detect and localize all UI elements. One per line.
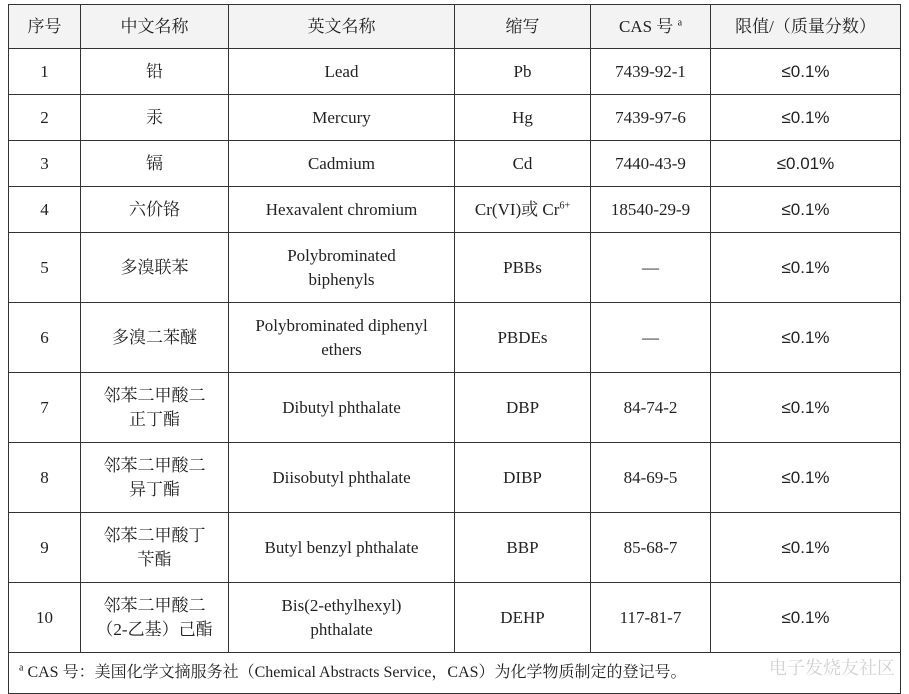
cell-limit: ≤0.1%	[711, 303, 901, 373]
table-row	[9, 49, 901, 95]
table-row	[9, 373, 901, 443]
restricted-substances-table	[8, 4, 901, 694]
cell-abbr	[455, 49, 591, 95]
watermark: 电子发烧友社区	[769, 658, 895, 679]
cell-abbr	[455, 95, 591, 141]
cell-en-name	[229, 233, 455, 303]
cn-name-line: 邻苯二甲酸二	[103, 455, 206, 475]
cell-limit: ≤0.1%	[711, 583, 901, 653]
table-row	[9, 303, 901, 373]
en-name-line: Polybrominated	[287, 245, 396, 265]
footnote-text: CAS 号：美国化学文摘服务社（Chemical Abstracts Service，CAS）为化学物质制定的登记号。	[27, 664, 687, 681]
cell-no: 1	[9, 49, 81, 95]
header-abbr: 缩写	[455, 5, 591, 49]
cell-en-name	[229, 443, 455, 513]
en-name-line: Hexavalent chromium	[265, 199, 418, 219]
cell-cn-name	[81, 233, 229, 303]
en-name-line: Bis(2-ethylhexyl)	[281, 595, 402, 615]
cell-no: 9	[9, 513, 81, 583]
cell-cas: 84-74-2	[591, 373, 711, 443]
table-row	[9, 443, 901, 513]
cell-cn-name	[81, 303, 229, 373]
cell-limit: ≤0.1%	[711, 373, 901, 443]
en-name-line: Diisobutyl phthalate	[272, 467, 411, 487]
cell-no: 6	[9, 303, 81, 373]
cell-en-name	[229, 373, 455, 443]
cell-no: 7	[9, 373, 81, 443]
cell-abbr	[455, 187, 591, 233]
cell-en-name	[229, 141, 455, 187]
header-cn-name: 中文名称	[81, 5, 229, 49]
cn-name-line: 镉	[146, 153, 163, 173]
cell-no: 2	[9, 95, 81, 141]
cn-name-line: 六价铬	[129, 199, 180, 219]
cell-cn-name	[81, 187, 229, 233]
header-row	[9, 5, 901, 49]
abbr-text: DEHP	[500, 607, 545, 627]
cell-en-name	[229, 49, 455, 95]
cell-abbr	[455, 583, 591, 653]
header-cas-sup: a	[677, 16, 683, 28]
table-row	[9, 95, 901, 141]
header-limit: 限值/（质量分数）	[711, 5, 901, 49]
cn-name-line: 多溴二苯醚	[112, 327, 197, 347]
cell-cas: 7440-43-9	[591, 141, 711, 187]
en-name-line: phthalate	[310, 619, 373, 639]
cell-abbr	[455, 373, 591, 443]
cn-name-line: 苄酯	[137, 549, 172, 569]
cell-limit: ≤0.01%	[711, 141, 901, 187]
abbr-text: Cr(VI)或 Cr	[474, 199, 560, 219]
en-name-line: Butyl benzyl phthalate	[264, 537, 419, 557]
cell-cn-name	[81, 513, 229, 583]
table-row	[9, 233, 901, 303]
cell-en-name	[229, 303, 455, 373]
cell-limit: ≤0.1%	[711, 513, 901, 583]
cell-limit: ≤0.1%	[711, 187, 901, 233]
footnote-marker: a	[19, 662, 24, 674]
abbr-text: Hg	[512, 107, 533, 127]
en-name-line: Mercury	[312, 107, 371, 127]
cell-cas: 84-69-5	[591, 443, 711, 513]
cn-name-line: 多溴联苯	[120, 257, 189, 277]
cell-limit: ≤0.1%	[711, 95, 901, 141]
en-name-line: biphenyls	[308, 269, 375, 289]
header-cas-label: CAS 号	[618, 16, 674, 36]
en-name-line: ethers	[321, 339, 362, 359]
cn-name-line: （2-乙基）己酯	[96, 619, 213, 639]
cn-name-line: 邻苯二甲酸丁	[103, 525, 206, 545]
abbr-text: DBP	[505, 397, 540, 417]
cell-cn-name	[81, 583, 229, 653]
cell-en-name	[229, 187, 455, 233]
cell-no: 4	[9, 187, 81, 233]
abbr-text: Cd	[512, 153, 533, 173]
en-name-line: Polybrominated diphenyl	[255, 315, 428, 335]
cell-cn-name	[81, 49, 229, 95]
cn-name-line: 汞	[146, 107, 163, 127]
cell-cas: 85-68-7	[591, 513, 711, 583]
cell-limit: ≤0.1%	[711, 443, 901, 513]
cell-cn-name	[81, 95, 229, 141]
cell-limit: ≤0.1%	[711, 49, 901, 95]
cell-no: 10	[9, 583, 81, 653]
cell-cn-name	[81, 443, 229, 513]
cell-en-name	[229, 95, 455, 141]
abbr-text: Pb	[513, 61, 532, 81]
abbr-text: DIBP	[503, 467, 542, 487]
cell-abbr	[455, 233, 591, 303]
cell-abbr	[455, 141, 591, 187]
cell-cas: —	[591, 233, 711, 303]
cell-en-name	[229, 513, 455, 583]
cell-cas: 18540-29-9	[591, 187, 711, 233]
abbr-text: PBDEs	[497, 327, 548, 347]
cell-limit: ≤0.1%	[711, 233, 901, 303]
cell-abbr	[455, 303, 591, 373]
header-cas	[591, 5, 711, 49]
cell-en-name	[229, 583, 455, 653]
cell-cn-name	[81, 141, 229, 187]
cn-name-line: 邻苯二甲酸二	[103, 595, 206, 615]
abbr-text: PBBs	[503, 257, 542, 277]
cell-cas: 7439-92-1	[591, 49, 711, 95]
table-row	[9, 513, 901, 583]
cell-no: 8	[9, 443, 81, 513]
cell-cas: 7439-97-6	[591, 95, 711, 141]
cell-cn-name	[81, 373, 229, 443]
abbr-sup: 6+	[559, 199, 571, 211]
header-no: 序号	[9, 5, 81, 49]
en-name-line: Dibutyl phthalate	[282, 397, 401, 417]
table-row	[9, 583, 901, 653]
footnote-row	[9, 653, 901, 694]
table-row	[9, 141, 901, 187]
cn-name-line: 正丁酯	[129, 409, 180, 429]
en-name-line: Lead	[324, 61, 359, 81]
cell-abbr	[455, 443, 591, 513]
cn-name-line: 铅	[146, 61, 163, 81]
en-name-line: Cadmium	[307, 153, 376, 173]
footnote-cell	[9, 653, 901, 694]
cn-name-line: 邻苯二甲酸二	[103, 385, 206, 405]
header-en-name: 英文名称	[229, 5, 455, 49]
cell-cas: 117-81-7	[591, 583, 711, 653]
cell-abbr	[455, 513, 591, 583]
cell-cas: —	[591, 303, 711, 373]
cell-no: 3	[9, 141, 81, 187]
cn-name-line: 异丁酯	[129, 479, 180, 499]
table-row	[9, 187, 901, 233]
cell-no: 5	[9, 233, 81, 303]
abbr-text: BBP	[506, 537, 539, 557]
